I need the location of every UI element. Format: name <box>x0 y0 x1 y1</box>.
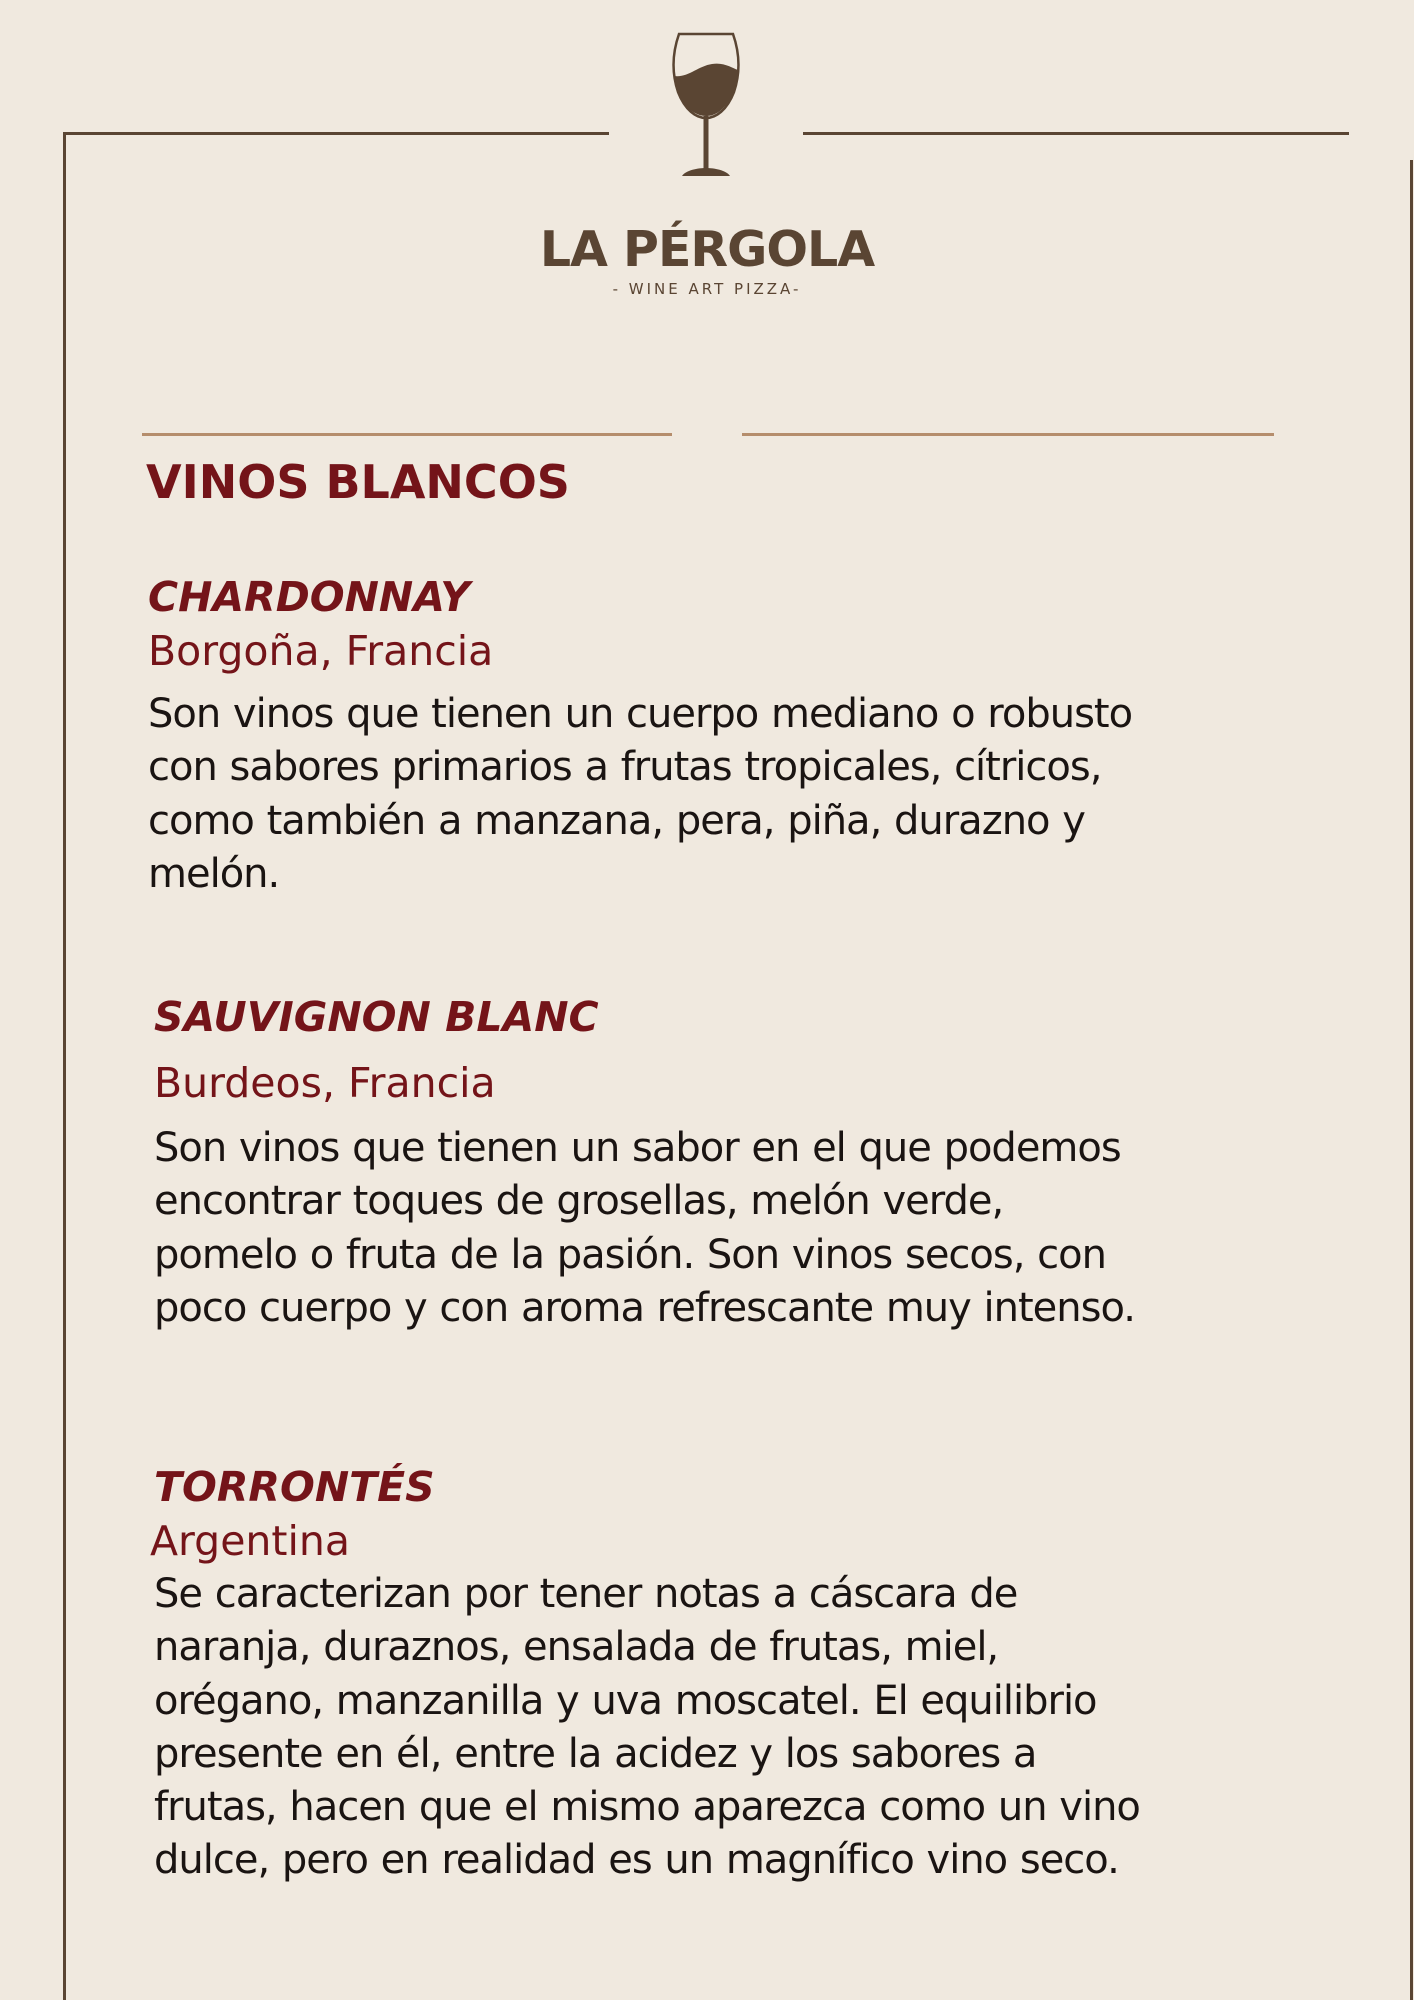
wine-description-line: melón. <box>148 850 280 897</box>
wine-name: TORRONTÉS <box>154 1463 435 1511</box>
wine-origin: Argentina <box>150 1517 350 1565</box>
wine-item-sauvignon-blanc <box>154 990 1135 1335</box>
section-rule-right <box>742 433 1274 436</box>
wine-description-line: naranja, duraznos, ensalada de frutas, miel, <box>154 1624 999 1671</box>
frame-left-line <box>63 132 66 2000</box>
wine-description-line: Son vinos que tienen un sabor en el que podemos <box>154 1125 1121 1171</box>
section-rule-left <box>142 433 672 436</box>
wine-origin: Burdeos, Francia <box>154 1059 496 1107</box>
wine-origin: Borgoña, Francia <box>148 627 494 675</box>
wine-description-line: orégano, manzanilla y uva moscatel. El equilibrio <box>154 1677 1097 1724</box>
wine-description-line: como también a manzana, pera, piña, durazno y <box>148 797 1085 844</box>
wine-name: CHARDONNAY <box>148 573 470 621</box>
wine-item-torrontes <box>150 1460 1140 1888</box>
wine-description-line: poco cuerpo y con aroma refrescante muy intenso. <box>154 1284 1135 1331</box>
wine-description-line: pomelo o fruta de la pasión. Son vinos secos, con <box>154 1231 1106 1278</box>
wine-description-line: Son vinos que tienen un cuerpo mediano o robusto <box>148 691 1133 737</box>
wine-description-line: Se caracterizan por tener notas a cáscara de <box>154 1571 1018 1617</box>
wine-item-chardonnay <box>148 570 1132 901</box>
wine-description-line: con sabores primarios a frutas tropicales, cítricos, <box>148 744 1102 791</box>
wine-glass-icon <box>668 30 744 180</box>
wine-description-line: presente en él, entre la acidez y los sabores a <box>154 1730 1037 1777</box>
wine-description <box>154 1568 1140 1888</box>
frame-right-line <box>1410 160 1413 2000</box>
wine-description-line: frutas, hacen que el mismo aparezca como un vino <box>154 1784 1140 1831</box>
wine-description-line: dulce, pero en realidad es un magnífico vino seco. <box>154 1837 1119 1884</box>
frame-top-right-line <box>803 132 1349 135</box>
brand-tagline: - WINE ART PIZZA- <box>612 280 802 298</box>
wine-description-line: encontrar toques de grosellas, melón verde, <box>154 1178 1004 1225</box>
section-title: VINOS BLANCOS <box>146 455 570 509</box>
wine-description <box>148 688 1132 901</box>
wine-description <box>154 1122 1135 1335</box>
brand-name: LA PÉRGOLA <box>539 221 875 278</box>
frame-top-left-line <box>63 132 609 135</box>
wine-name: SAUVIGNON BLANC <box>154 993 599 1041</box>
